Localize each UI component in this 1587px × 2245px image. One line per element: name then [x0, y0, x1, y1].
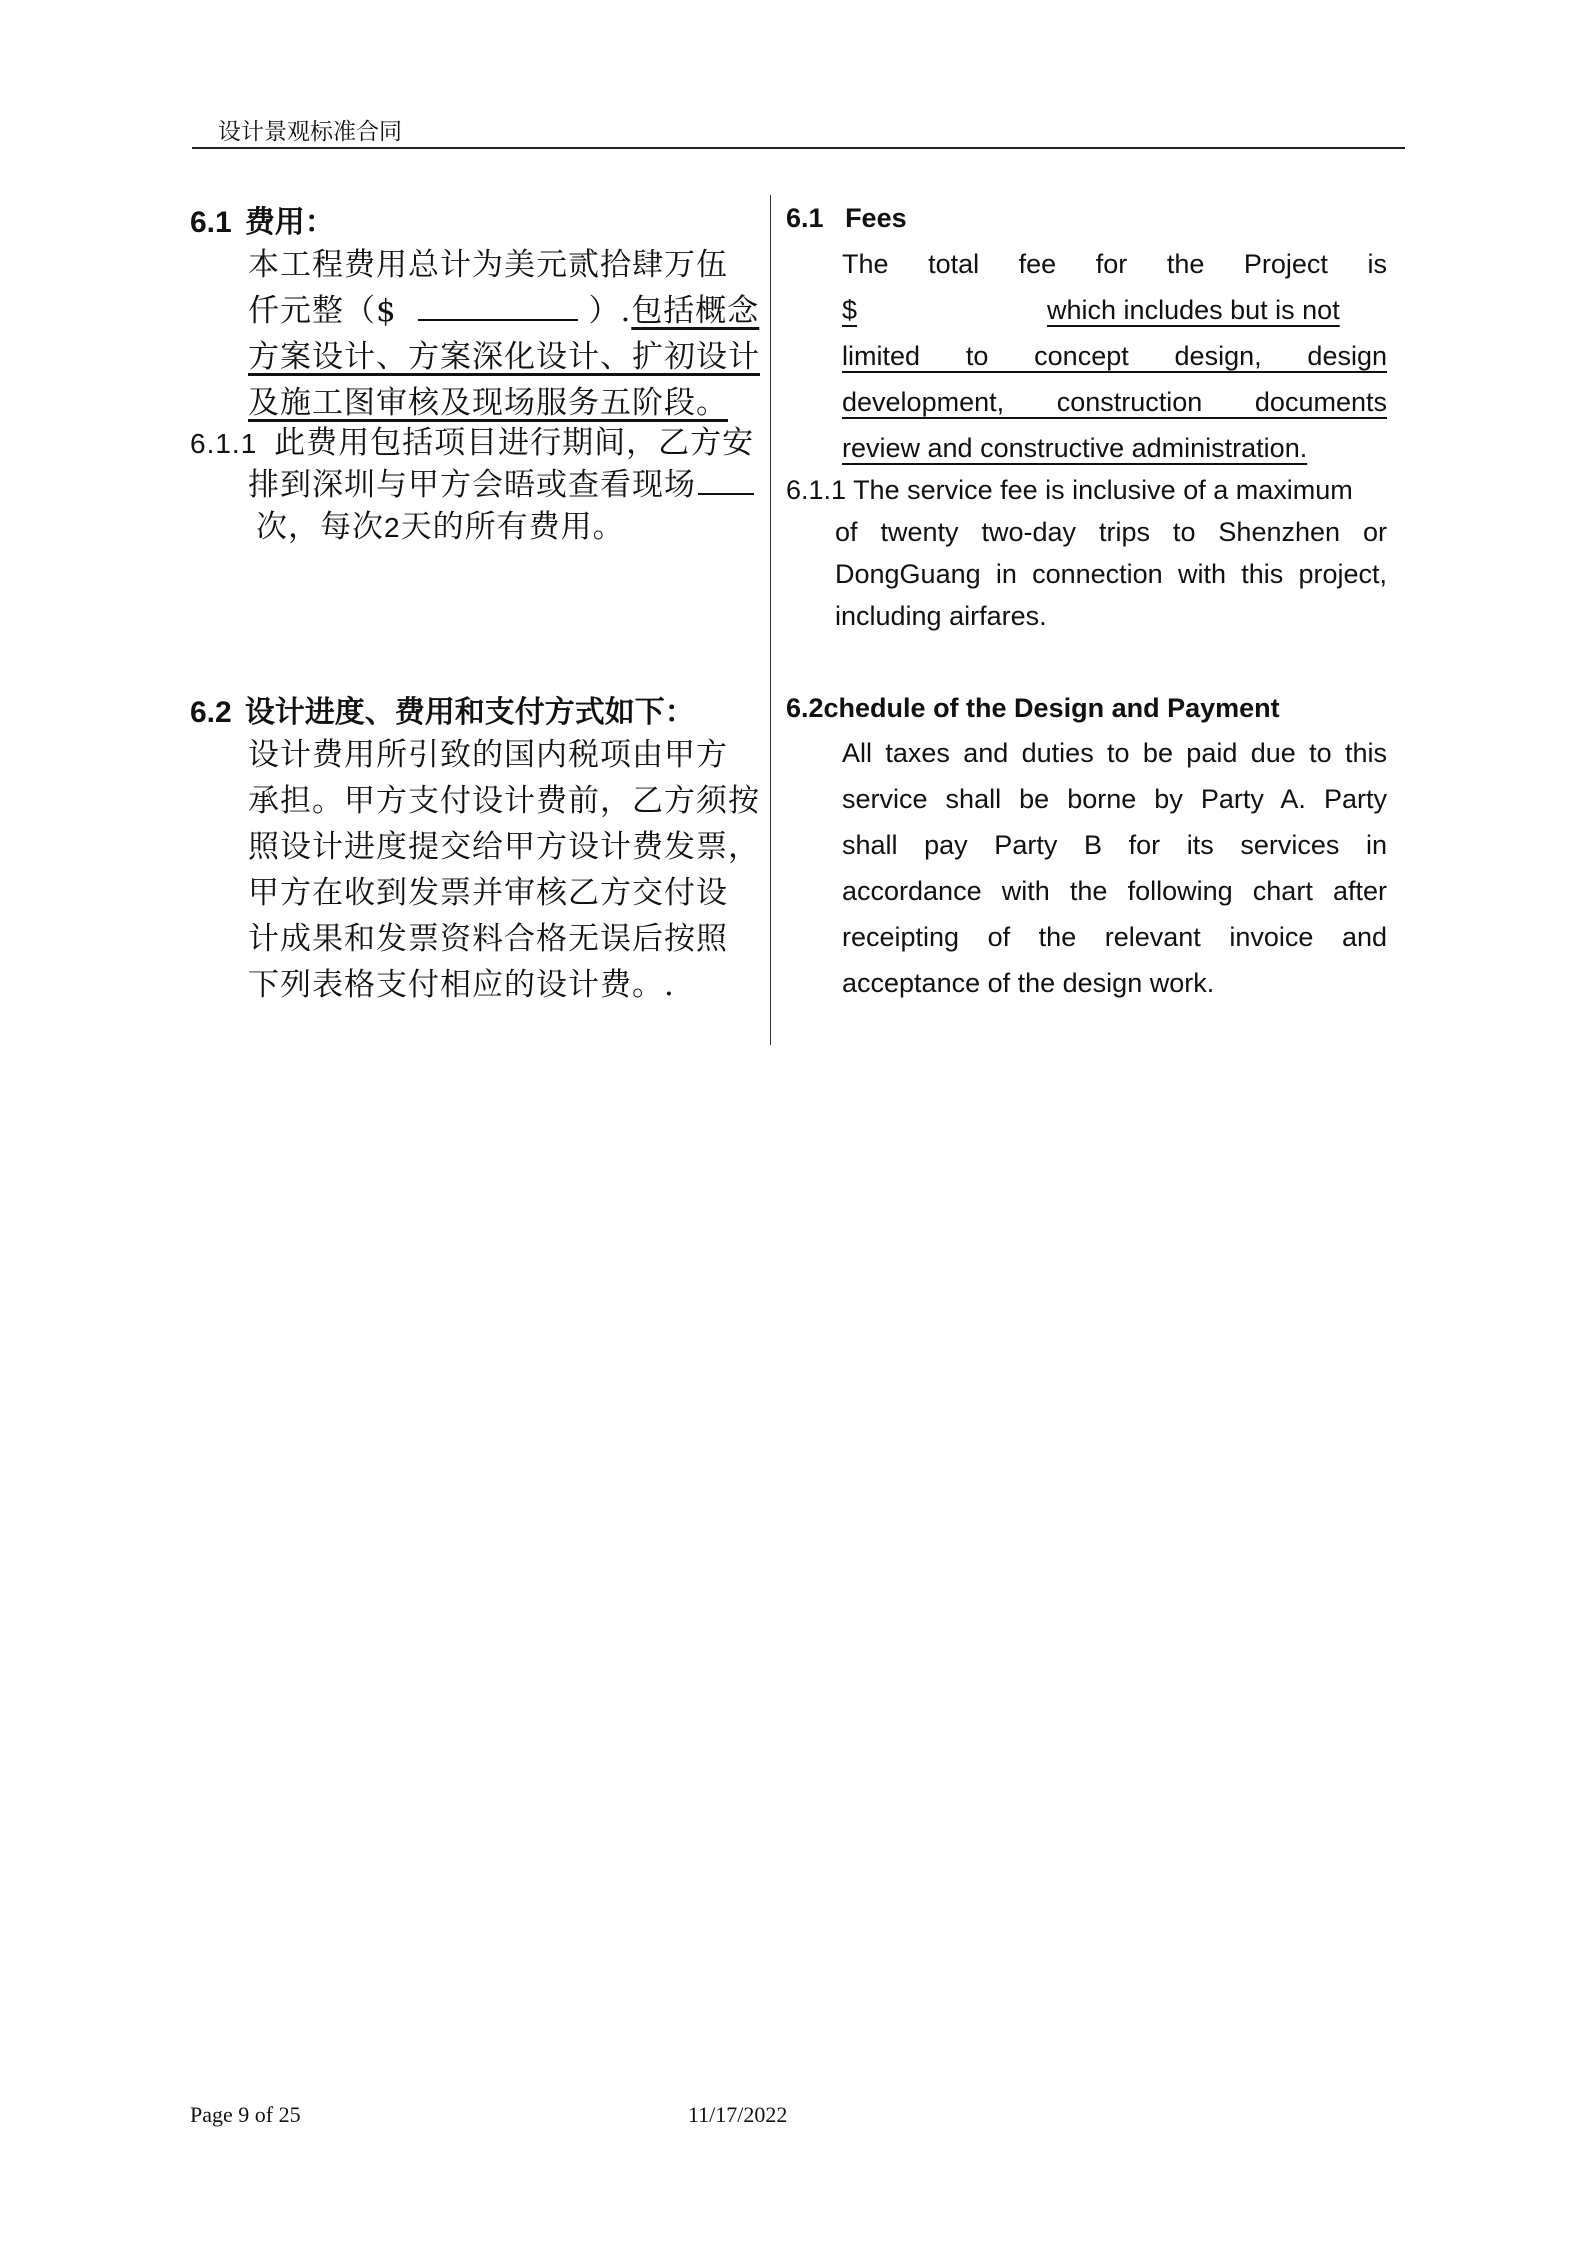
en-fee-line-4: development, construction documents	[842, 387, 1387, 417]
zh-trip-count-blank	[698, 467, 754, 495]
en-clause-6-1-1-line-1: 6.1.1 The service fee is inclusive of a maximum	[786, 475, 1353, 505]
column-divider	[770, 195, 771, 1045]
en-section-number: 6.1	[786, 203, 824, 233]
zh-clause-number: 6.1.1	[190, 428, 258, 459]
en-fee-line-1: The total fee for the Project is	[842, 249, 1387, 279]
zh-clause-text: 排到深圳与甲方会晤或查看现场	[248, 467, 696, 503]
zh-fee-line-3: 方案设计、方案深化设计、扩初设计	[248, 339, 760, 375]
zh-fee-amount-blank	[418, 293, 578, 321]
en-clause-6-1-1-line-3: DongGuang in connection with this project,	[835, 559, 1387, 589]
zh-clause-text: 此费用包括项目进行期间，乙方安	[274, 425, 755, 461]
zh-section-title: 设计进度、费用和支付方式如下：	[244, 695, 695, 730]
zh-section-number: 6.2	[190, 696, 232, 729]
zh-section-6-1-heading	[190, 197, 335, 241]
footer-date: 11/17/2022	[688, 2102, 788, 2127]
document-header-title: 设计景观标准合同	[218, 119, 402, 145]
en-clause-6-1-1-line-4: including airfares.	[835, 601, 1047, 631]
zh-fee-scope-start: 包括概念	[631, 293, 760, 329]
zh-fee-close: ）.	[588, 293, 632, 329]
en-fee-line-3: limited to concept design, design	[842, 341, 1387, 371]
zh-clause-6-1-1-line-1	[190, 420, 754, 467]
en-section-6-1-heading	[786, 203, 907, 234]
en-fee-line-2	[842, 295, 1387, 326]
zh-fee-line-4: 及施工图审核及现场服务五阶段。	[248, 385, 728, 421]
zh-section-number: 6.1	[190, 206, 232, 239]
en-schedule-line-5: receipting of the relevant invoice and	[842, 922, 1387, 952]
zh-clause-text: 天的所有费用。	[400, 509, 625, 545]
zh-section-6-2-heading	[190, 687, 695, 731]
zh-fee-line-2	[248, 288, 759, 334]
zh-fee-prefix: 仟元整（$	[248, 293, 397, 329]
en-schedule-line-2: service shall be borne by Party A. Party	[842, 784, 1387, 814]
zh-schedule-line-6: 下列表格支付相应的设计费。.	[248, 967, 675, 1003]
zh-schedule-line-1: 设计费用所引致的国内税项由甲方	[248, 737, 728, 773]
zh-schedule-line-3: 照设计进度提交给甲方设计费发票，	[248, 829, 760, 865]
zh-days-number: 2	[384, 512, 401, 543]
en-clause-6-1-1-line-2: of twenty two-day trips to Shenzhen or	[835, 517, 1387, 547]
zh-fee-line-1: 本工程费用总计为美元贰拾肆万伍	[248, 247, 728, 283]
zh-section-title: 费用：	[244, 205, 335, 240]
en-fee-scope: which includes but is not	[1047, 295, 1340, 325]
en-fee-amount-blank	[857, 295, 1047, 326]
en-schedule-line-3: shall pay Party B for its services in	[842, 830, 1387, 860]
zh-clause-6-1-1-line-2	[248, 462, 754, 508]
en-schedule-line-4: accordance with the following chart after	[842, 876, 1387, 906]
en-fee-prefix: $	[842, 295, 858, 325]
en-section-6-2-heading: 6.2chedule of the Design and Payment	[786, 693, 1280, 723]
header-rule	[192, 147, 1405, 149]
en-schedule-line-1: All taxes and duties to be paid due to this	[842, 738, 1387, 768]
zh-schedule-line-5: 计成果和发票资料合格无误后按照	[248, 921, 728, 957]
zh-schedule-line-2: 承担。甲方支付设计费前，乙方须按	[248, 783, 760, 819]
en-section-title: Fees	[845, 203, 907, 233]
zh-clause-6-1-1-line-3	[256, 504, 625, 551]
en-fee-line-5: review and constructive administration.	[842, 433, 1308, 463]
zh-clause-text: 次，每次	[256, 509, 384, 545]
page-number: Page 9 of 25	[190, 2102, 301, 2127]
en-schedule-line-6: acceptance of the design work.	[842, 968, 1215, 998]
zh-schedule-line-4: 甲方在收到发票并审核乙方交付设	[248, 875, 728, 911]
